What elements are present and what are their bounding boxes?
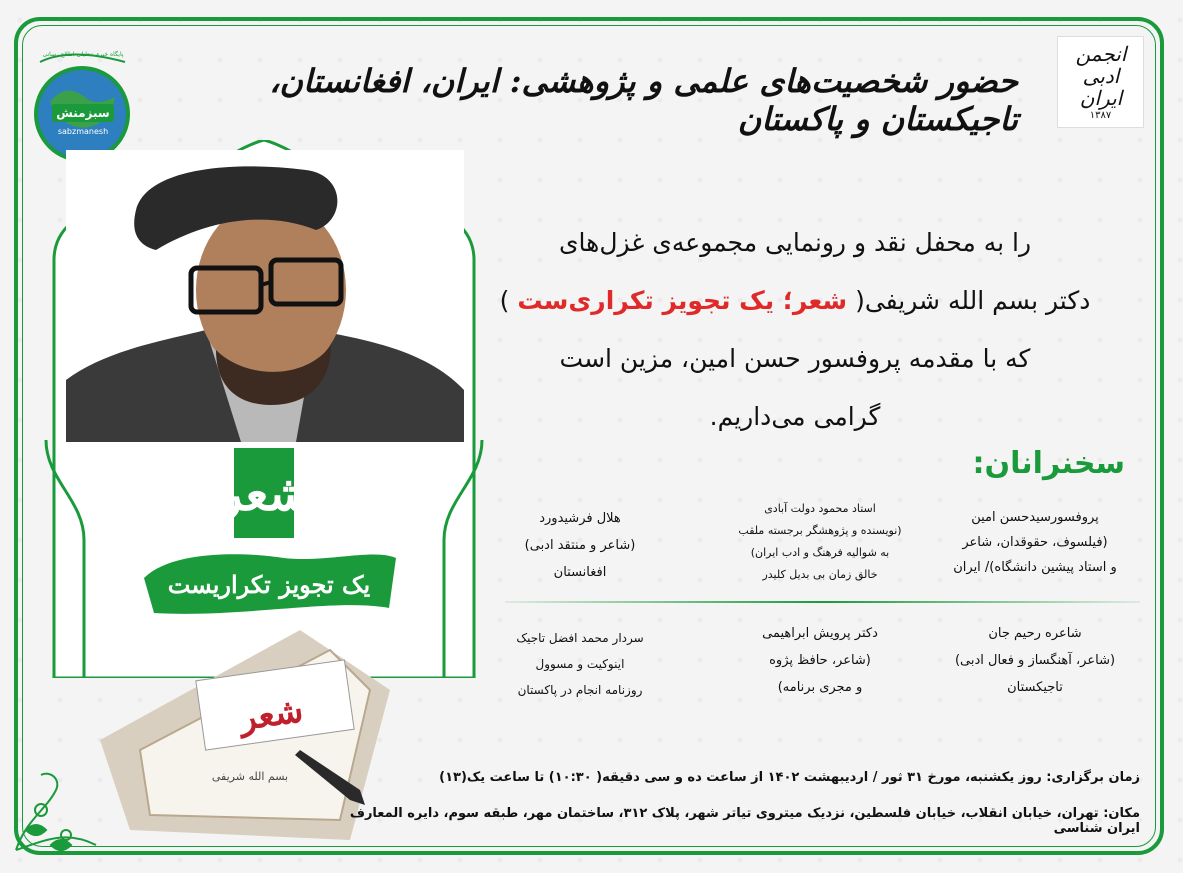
emblem-title: شعر <box>219 466 309 522</box>
speaker-name: سردار محمد افضل تاجیک <box>516 631 644 645</box>
speaker-card <box>930 620 1140 701</box>
speaker-name: پروفسورسیدحسن امین <box>971 510 1099 525</box>
invitation-text <box>470 214 1120 446</box>
speaker-desc: و استاد پیشین دانشگاه)/ ایران <box>953 560 1117 575</box>
speaker-card <box>700 620 940 701</box>
event-location: مکان: تهران، خیابان انقلاب، خیابان فلسطین، نزدیک میتروی تیاتر شهر، پلاک ۳۱۲، ساختمان مهر، طبقه سوم، دایره المعارف ایران شناسی <box>349 806 1140 836</box>
book-title-highlight: شعر؛ یک تجویز تکراری‌ست <box>517 286 848 315</box>
line2-prefix: دکتر بسم الله شریفی( <box>855 286 1091 315</box>
logo-script: انجمن ادبی ایران <box>1075 42 1127 110</box>
invitation-line-3: که با مقدمه پروفسور حسن امین، مزین است <box>559 344 1031 373</box>
book-title-emblem <box>134 448 404 618</box>
invitation-line-1: را به محفل نقد و رونمایی مجموعه‌ی غزل‌های <box>558 228 1032 257</box>
speaker-card <box>480 625 680 703</box>
emblem-subtitle: یک تجویز تکراریست <box>167 570 371 599</box>
speaker-name: هلال فرشیدورد <box>539 511 621 526</box>
speaker-name: استاد محمود دولت آبادی <box>764 502 876 515</box>
speaker-name: دکتر پرویش ابراهیمی <box>762 626 878 641</box>
speaker-card <box>480 505 680 586</box>
speaker-desc: افغانستان <box>553 565 607 580</box>
anjoman-logo <box>1057 36 1144 128</box>
speaker-desc: خالق زمان بی بدیل کلیدر <box>762 568 878 581</box>
speakers-divider <box>505 601 1140 603</box>
speakers-heading: سخنرانان: <box>972 446 1125 481</box>
speaker-card <box>700 498 940 586</box>
cover-title: شعر <box>236 690 306 739</box>
speaker-name: شاعره رحیم جان <box>988 626 1082 641</box>
logo-arc-text: پایگاه خبری تحلیلی اطلاع رسانی <box>42 51 124 58</box>
speaker-desc: و مجری برنامه) <box>777 680 863 695</box>
logo-name-en: sabzmanesh <box>57 127 109 136</box>
speaker-desc: (شاعر و منتقد ادبی) <box>524 538 636 553</box>
speaker-desc: روزنامه انجام در پاکستان <box>517 683 643 697</box>
line2-suffix: ) <box>499 286 510 315</box>
event-time: زمان برگزاری: روز یکشنبه، مورخ ۳۱ ثور / اردیبهشت ۱۴۰۲ از ساعت ده و سی دقیقه( ۱۰:۳۰) تا ساعت یک(۱۳) <box>439 770 1140 785</box>
speaker-desc: (شاعر، آهنگساز و فعال ادبی) <box>954 653 1116 668</box>
cover-author: بسم الله شریفی <box>211 770 289 783</box>
logo-name-fa: سبزمنش <box>56 106 110 120</box>
speaker-desc: به شوالیه فرهنگ و ادب ایران) <box>750 546 890 559</box>
invitation-line-2 <box>470 272 1120 330</box>
logo-year: ۱۳۸۷ <box>1089 110 1112 121</box>
speaker-desc: تاجیکستان <box>1007 680 1063 695</box>
speaker-desc: (شاعر، حافظ پژوه <box>769 653 871 668</box>
speaker-desc: (فیلسوف، حقوقدان، شاعر <box>962 535 1108 550</box>
speaker-portrait <box>66 150 464 442</box>
speaker-card <box>930 505 1140 580</box>
page-title: حضور شخصیت‌های علمی و پژوهشی: ایران، افغانستان، تاجیکستان و پاکستان <box>269 62 1018 138</box>
invitation-line-4: گرامی می‌داریم. <box>709 402 881 431</box>
speaker-desc: اینوکیت و مسوول <box>535 657 625 671</box>
speaker-desc: (نویسنده و پژوهشگر برجسته ملقب <box>738 524 902 537</box>
